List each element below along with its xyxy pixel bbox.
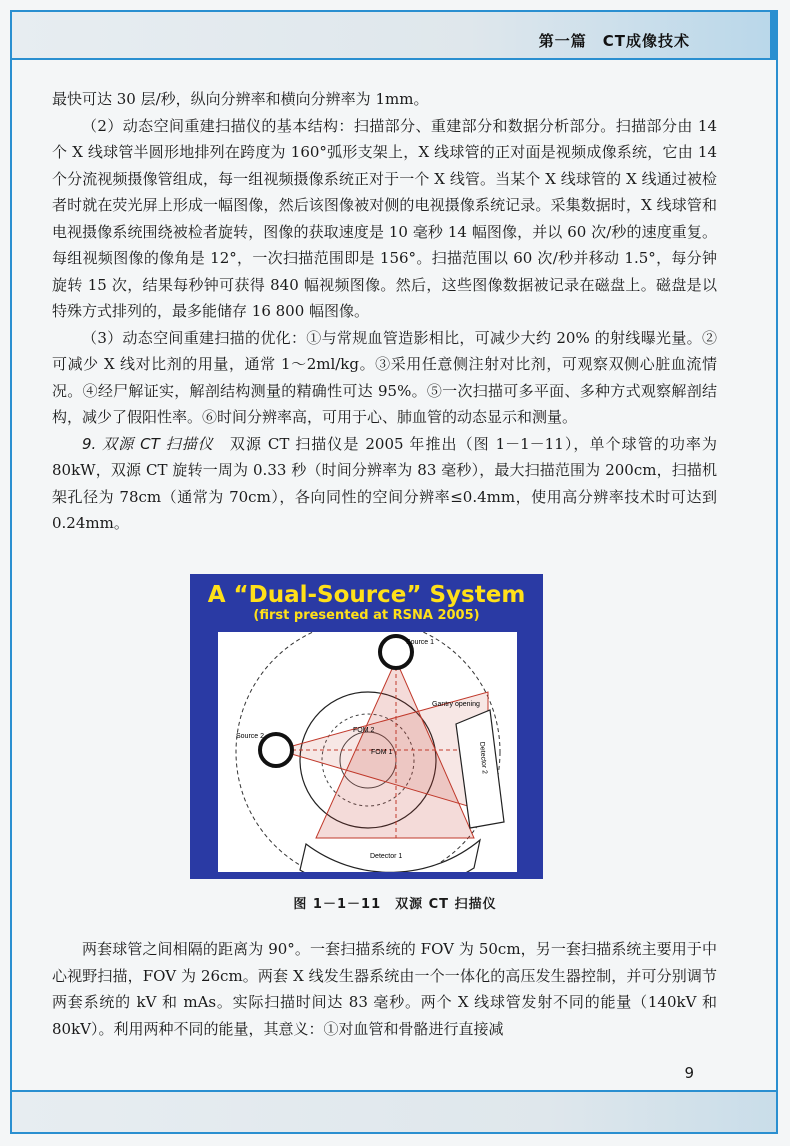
paragraph-0: 最快可达 30 层/秒，纵向分辨率和横向分辨率为 1mm。 (52, 90, 429, 108)
dual-source-diagram (218, 632, 517, 872)
figure-diagram (218, 632, 517, 872)
footer-bar (12, 1092, 776, 1132)
label-detector-1: Detector 1 (370, 853, 403, 860)
paragraph-3-body: 双源 CT 扫描仪是 2005 年推出（图 1－1－11），单个球管的功率为 80kW，双源 CT 旋转一周为 0.33 秒（时间分辨率为 83 毫秒），最大扫描范围为 200cm，扫描机架孔径为 78cm（通常为 70cm），各向同性的空间分辨率≤0.4mm，使用高分辨率技术时可达到 0.24mm。 (52, 434, 717, 532)
page-number: 9 (684, 1064, 694, 1082)
figure-caption: 图 1－1－11 双源 CT 扫描仪 (293, 897, 497, 912)
paragraph-3 (52, 431, 717, 537)
paragraph-1: （2）动态空间重建扫描仪的基本结构：扫描部分、重建部分和数据分析部分。扫描部分由 14 个 X 线球管半圆形地排列在跨度为 160°弧形支架上，X 线球管的正对面是视频成像系统，它由 14 个分流视频摄像管组成，每一组视频摄像系统正对于一个 X 线管。当某个 X 线球管的 X 线通过被检者时就在荧光屏上形成一幅图像，然后该图像被对侧的电视摄像系统记录。采集数据时，X 线球管和电视摄像系统围绕被检者旋转，图像的获取速度是 10 毫秒 14 幅图像，并以 60 次/秒的速度重复。每组视频图像的像角是 12°，一次扫描范围即是 156°。扫描范围以 60 次/秒并移动 1.5°，每分钟旋转 15 次，结果每秒钟可获得 840 幅视频图像。然后，这些图像数据被记录在磁盘上。磁盘是以特殊方式排列的，最多能储存 16 800 幅图像。 (52, 116, 717, 320)
source-2-tube (260, 734, 292, 766)
header-rule (12, 58, 776, 60)
figure-title: A “Dual-Source” System (207, 582, 526, 608)
figure-subtitle: (first presented at RSNA 2005) (253, 608, 480, 623)
label-gantry-opening: Gantry opening (432, 701, 480, 708)
body-text-top (52, 86, 717, 537)
detector-2-arc (456, 710, 504, 828)
label-source-1: Source 1 (406, 639, 435, 646)
body-text-bottom (52, 936, 717, 1042)
figure-dual-source (190, 574, 543, 879)
label-detector-2: Detector 2 (478, 741, 488, 775)
section-title: 第一篇 CT成像技术 (538, 32, 690, 50)
label-source-2: Source 2 (236, 733, 265, 740)
paragraph-4: 两套球管之间相隔的距离为 90°。一套扫描系统的 FOV 为 50cm，另一套扫描系统主要用于中心视野扫描，FOV 为 26cm。两套 X 线发生器系统由一个一体化的高压发生器控制，并可分别调节两套系统的 kV 和 mAs。实际扫描时间达 83 毫秒。两个 X 线球管发射不同的能量（140kV 和 80kV）。利用两种不同的能量，其意义：①对血管和骨骼进行直接减 (52, 940, 717, 1038)
label-fom-2: FOM 2 (353, 727, 375, 734)
paragraph-3-lead: 9. 双源 CT 扫描仪 (82, 434, 214, 453)
label-fom-1: FOM 1 (371, 749, 393, 756)
paragraph-2: （3）动态空间重建扫描的优化：①与常规血管造影相比，可减少大约 20% 的射线曝光量。②可减少 X 线对比剂的用量，通常 1～2ml/kg。③采用任意侧注射对比剂，可观察双侧心脏血流情况。④经尸解证实，解剖结构测量的精确性可达 95%。⑤一次扫描可多平面、多种方式观察解剖结构，减少了假阳性率。⑥时间分辨率高，可用于心、肺血管的动态显示和测量。 (52, 328, 717, 426)
header-accent (770, 12, 776, 58)
